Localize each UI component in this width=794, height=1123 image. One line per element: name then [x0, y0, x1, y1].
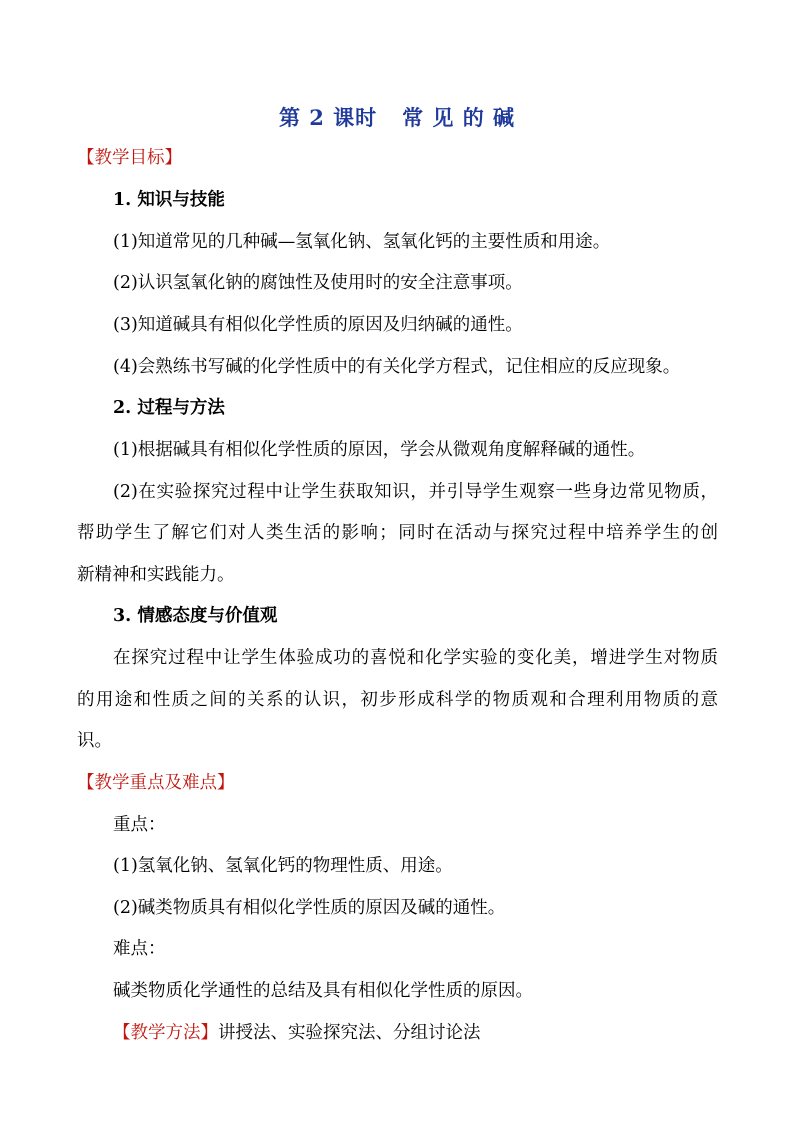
process-method-heading: 2. 过程与方法	[113, 398, 225, 418]
process-item: (1)根据碱具有相似化学性质的原因，学会从微观角度解释碱的通性。	[113, 440, 646, 460]
focus-item: (1)氢氧化钠、氢氧化钙的物理性质、用途。	[113, 856, 453, 876]
attitude-paragraph-line: 识。	[77, 731, 112, 751]
process-paragraph-line: (2)在实验探究过程中让学生获取知识，并引导学生观察一些身边常见物质，	[113, 482, 718, 502]
difficulty-label: 难点：	[113, 939, 166, 959]
methods-text: 讲授法、实验探究法、分组讨论法	[218, 1023, 481, 1043]
page-title: 第 2 课时 常 见 的 碱	[278, 105, 516, 130]
knowledge-skills-heading: 1. 知识与技能	[113, 190, 225, 210]
attitude-values-heading: 3. 情感态度与价值观	[113, 606, 278, 626]
objective-item: (4)会熟练书写碱的化学性质中的有关化学方程式，记住相应的反应现象。	[113, 357, 681, 377]
attitude-paragraph-line: 的用途和性质之间的关系的认识，初步形成科学的物质观和合理利用物质的意	[77, 690, 718, 710]
process-paragraph-line: 帮助学生了解它们对人类生活的影响；同时在活动与探究过程中培养学生的创	[77, 523, 718, 543]
difficulty-text: 碱类物质化学通性的总结及具有相似化学性质的原因。	[113, 981, 533, 1001]
objectives-heading: 【教学目标】	[77, 148, 182, 168]
focus-label: 重点：	[113, 815, 166, 835]
objective-item: (1)知道常见的几种碱—氢氧化钠、氢氧化钙的主要性质和用途。	[113, 232, 611, 252]
attitude-paragraph-line: 在探究过程中让学生体验成功的喜悦和化学实验的变化美，增进学生对物质	[113, 648, 718, 668]
methods-heading: 【教学方法】	[113, 1023, 218, 1043]
process-paragraph-line: 新精神和实践能力。	[77, 565, 235, 585]
focus-item: (2)碱类物质具有相似化学性质的原因及碱的通性。	[113, 898, 506, 918]
objective-item: (3)知道碱具有相似化学性质的原因及归纳碱的通性。	[113, 315, 523, 335]
key-points-heading: 【教学重点及难点】	[77, 773, 235, 793]
objective-item: (2)认识氢氧化钠的腐蚀性及使用时的安全注意事项。	[113, 273, 523, 293]
methods-row	[113, 1021, 481, 1045]
